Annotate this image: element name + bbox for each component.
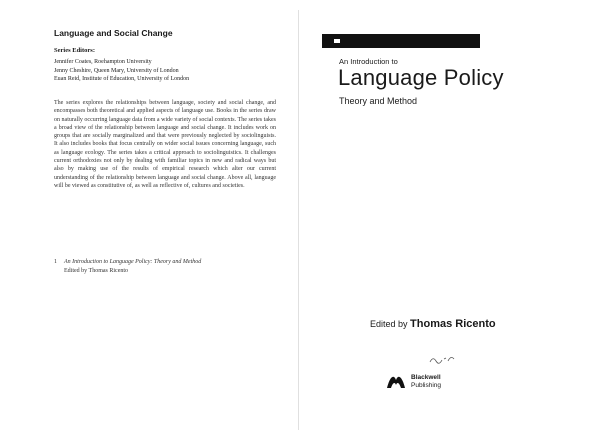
title-intro: An Introduction to [339,57,398,66]
publisher-name-line2: Publishing [411,381,441,389]
book-title: An Introduction to Language Policy: Theory and Method [64,259,202,265]
publisher-name-line1: Blackwell [411,374,441,381]
book-number: 1 [54,259,57,265]
signature-mark [428,352,458,366]
book-main-title: Language Policy [338,65,504,90]
series-description: The series explores the relationships between language, society and social change, and encompasses both theoretical and applied aspects of language use. Books in the series draw on naturally occurring language data from a wide variety of social contexts. The series takes a broad view of the relationship between language and social change. It includes work on groups that are socially marginalized and that were previously neglected by sociolinguists. It also includes books that focus centrally on wider social issues concerning language, such as language ecology. The series takes a critical approach to sociolinguistics. It challenges current orthodoxies not only by dealing with familiar topics in new and radical ways but also by making use of the results of empirical research which alter our current understanding of the relationship between language and social change. Above all, language will be viewed as constitutive of, as well as reflective of, cultures and societies. [54,100,276,189]
edited-by-line [370,318,496,330]
series-editors-list [54,58,189,84]
title-bar [322,34,480,48]
title-bar-notch [334,39,340,43]
book-subtitle: Theory and Method [339,96,418,106]
book-entry [54,258,201,267]
publisher-logo-icon [386,372,406,390]
series-editor: Jenny Cheshire, Queen Mary, University of London [54,67,179,74]
editor-name: Thomas Ricento [410,318,496,330]
series-editor: Jennifer Coates, Roehampton University [54,59,152,65]
series-book-list [54,258,201,275]
series-editor: Euan Reid, Institute of Education, University of London [54,76,190,82]
page-gutter [298,10,299,430]
book-editor: Edited by Thomas Ricento [64,267,129,274]
series-title: Language and Social Change [54,28,173,38]
series-editors-label: Series Editors: [54,47,95,54]
publisher-name [411,374,441,389]
edited-by-label: Edited by [370,319,408,329]
